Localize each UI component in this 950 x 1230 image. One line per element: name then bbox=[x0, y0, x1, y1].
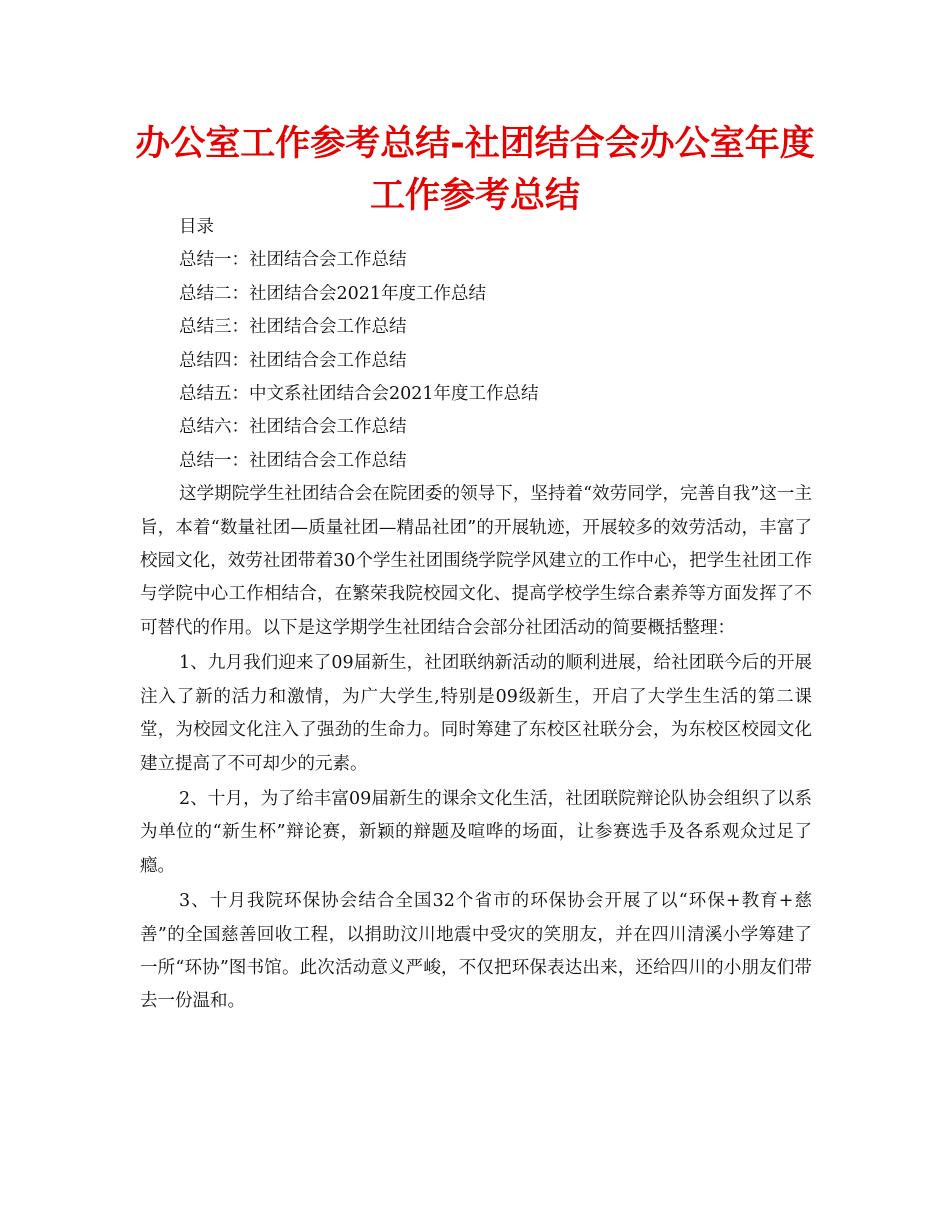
section-heading: 总结一：社团结合会工作总结 bbox=[179, 450, 407, 471]
toc-item: 总结四：社团结合会工作总结 bbox=[179, 350, 407, 371]
toc-item: 总结二：社团结合会2021年度工作总结 bbox=[179, 283, 487, 304]
document-body bbox=[140, 211, 812, 1021]
toc-item: 总结六：社团结合会工作总结 bbox=[179, 417, 407, 438]
toc-heading: 目录 bbox=[179, 217, 214, 237]
document-title: 办公室工作参考总结-社团结合会办公室年度工作参考总结 bbox=[135, 124, 815, 216]
toc-item: 总结三：社团结合会工作总结 bbox=[179, 317, 407, 338]
body-paragraph: 这学期院学生社团结合会在院团委的领导下，坚持着“效劳同学，完善自我”这一主旨，本着“数量社团—质量社团—精品社团”的开展轨迹，开展较多的效劳活动，丰富了校园文化，效劳社团带着30个学生社团围绕学院学风建立的工作中心，把学生社团工作与学院中心工作相结合，在繁荣我院校园文化、提高学校学生综合素养等方面发挥了不可替代的作用。以下是这学期学生社团结合会部分社团活动的简要概括整理： bbox=[140, 484, 812, 638]
body-paragraph: 3、十月我院环保协会结合全国32个省市的环保协会开展了以“环保+教育+慈善”的全国慈善回收工程，以捐助汶川地震中受灾的笑朋友，并在四川清溪小学筹建了一所“环协”图书馆。此次活动意义严峻，不仅把环保表达出来，还给四川的小朋友们带去一份温和。 bbox=[140, 891, 812, 1012]
body-paragraph: 1、九月我们迎来了09届新生，社团联纳新活动的顺利进展，给社团联今后的开展注入了新的活力和激情，为广大学生,特别是09级新生，开启了大学生生活的第二课堂，为校园文化注入了强劲的生命力。同时筹建了东校区社联分会，为东校区校园文化建立提高了不可却少的元素。 bbox=[140, 653, 812, 774]
toc-item: 总结一：社团结合会工作总结 bbox=[179, 250, 407, 271]
toc-item: 总结五：中文系社团结合会2021年度工作总结 bbox=[179, 384, 539, 405]
body-paragraph: 2、十月，为了给丰富09届新生的课余文化生活，社团联院辩论队协会组织了以系为单位的“新生杯”辩论赛，新颖的辩题及喧哗的场面，让参赛选手及各系观众过足了瘾。 bbox=[140, 788, 812, 876]
